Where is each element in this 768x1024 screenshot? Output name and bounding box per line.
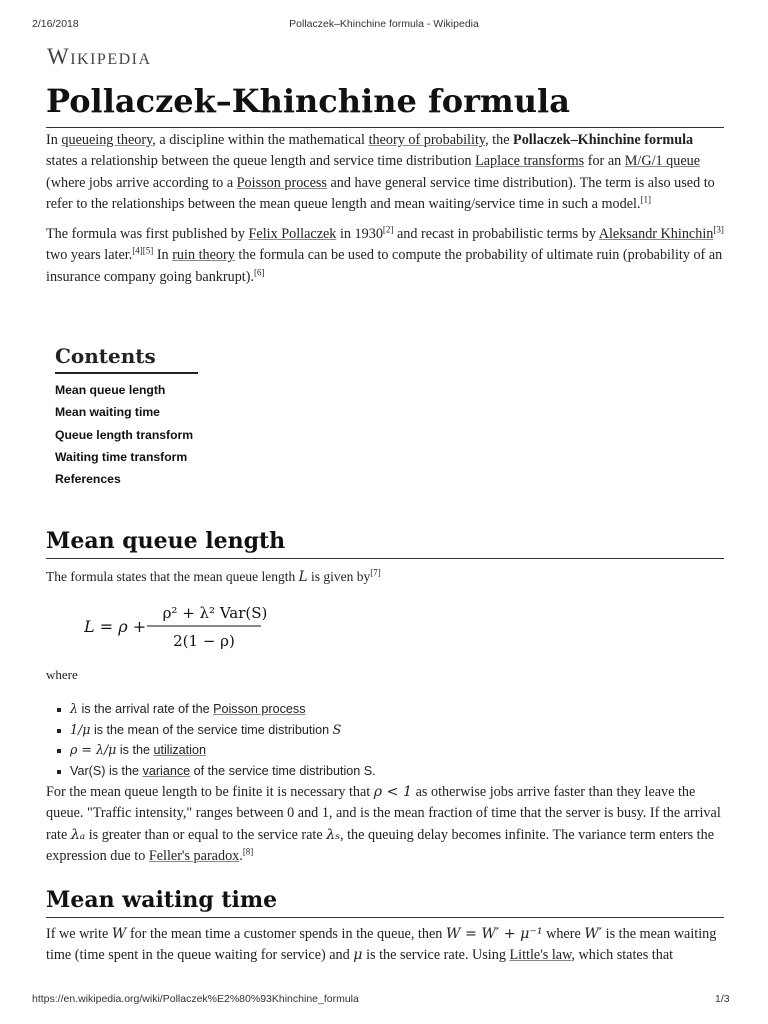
section-heading-mean-waiting-time: Mean waiting time bbox=[46, 884, 724, 918]
link-mg1-queue[interactable]: M/G/1 queue bbox=[624, 153, 701, 170]
print-page-title: Pollaczek–Khinchine formula - Wikipedia bbox=[289, 18, 479, 30]
ref-3[interactable]: [3] bbox=[713, 224, 724, 235]
where-label: where bbox=[46, 667, 78, 682]
math-var-l: L bbox=[298, 569, 308, 585]
print-date: 2/16/2018 bbox=[32, 18, 79, 30]
article-title: Pollaczek–Khinchine formula bbox=[46, 78, 724, 128]
history-paragraph: The formula was first published by Felix Pollaczek in 1930[2] and recast in probabilistic terms by Aleksandr Khinchin[3] two years later.[4][5] In ruin theory the formula can be used to compute the probability of ultimate ruin (probability of an insurance company going bankrupt).[6] bbox=[46, 224, 724, 285]
link-aleksandr-khinchin[interactable]: Aleksandr Khinchin bbox=[598, 226, 714, 242]
list-item: Var(S) is the variance of the service time distribution S. bbox=[46, 761, 376, 782]
ref-8[interactable]: [8] bbox=[242, 846, 254, 857]
link-ruin-theory[interactable]: ruin theory bbox=[172, 247, 235, 264]
mean-queue-lead: The formula states that the mean queue length L is given by[7] bbox=[46, 567, 381, 585]
link-utilization[interactable]: utilization bbox=[153, 743, 206, 758]
formula-denominator: 2(1 − ρ) bbox=[173, 632, 235, 650]
list-item: 1/μ is the mean of the service time distribution S bbox=[46, 720, 376, 741]
link-fellers-paradox[interactable]: Feller's paradox bbox=[148, 848, 240, 865]
section-heading-mean-queue-length: Mean queue length bbox=[46, 525, 724, 559]
link-theory-of-probability[interactable]: theory of probability bbox=[368, 132, 486, 148]
link-variance[interactable]: variance bbox=[142, 763, 191, 778]
contents-heading: Contents bbox=[55, 340, 198, 374]
ref-1[interactable]: [1] bbox=[640, 194, 651, 205]
link-laplace-transforms[interactable]: Laplace transforms bbox=[475, 153, 585, 170]
traffic-intensity-paragraph: For the mean queue length to be finite it is necessary that ρ < 1 as otherwise jobs arrive faster than they leave the queue. "Traffic intensity," ranges between 0 and 1, and is the mean fraction of time that the server is busy. If the arrival rate λₐ is greater than or equal to the service rate λₛ, the queuing delay becomes infinite. The variance term enters the expression due to Feller's paradox.[8] bbox=[46, 784, 721, 865]
ref-7[interactable]: [7] bbox=[370, 567, 381, 578]
variable-definitions-list bbox=[46, 699, 376, 781]
intro-paragraph: In queueing theory, a discipline within the mathematical theory of probability, the Pollaczek–Khinchine formula states a relationship between the queue length and service time distribution Laplace transforms for an M/G/1 queue (where jobs arrive according to a Poisson process and have general service time distribution). The term is also used to refer to the relationships between the mean queue length and mean waiting/service time in such a model.[1] bbox=[46, 132, 715, 213]
table-of-contents bbox=[55, 379, 193, 490]
toc-item-mean-waiting-time[interactable]: Mean waiting time bbox=[55, 405, 160, 420]
print-page-number: 1/3 bbox=[715, 993, 730, 1005]
pk-formula bbox=[84, 600, 284, 660]
list-item: ρ = λ/μ is the utilization bbox=[46, 740, 376, 761]
link-queueing-theory[interactable]: queueing theory bbox=[61, 132, 153, 148]
formula-numerator: ρ² + λ² Var(S) bbox=[162, 604, 268, 622]
ref-5[interactable]: [5] bbox=[142, 245, 154, 256]
toc-item-references[interactable]: References bbox=[55, 472, 121, 487]
ref-6[interactable]: [6] bbox=[254, 267, 265, 278]
formula-lhs: L = ρ + bbox=[84, 617, 147, 636]
print-url: https://en.wikipedia.org/wiki/Pollaczek%E2%80%93Khinchine_formula bbox=[32, 993, 359, 1005]
mean-waiting-paragraph: If we write W for the mean time a customer spends in the queue, then W = W′ + μ⁻¹ where W′ is the mean waiting time (time spent in the queue waiting for service) and μ is the service rate. Using Little's law, which states that bbox=[46, 926, 717, 964]
link-littles-law[interactable]: Little's law bbox=[509, 947, 572, 964]
bold-article-name: Pollaczek–Khinchine formula bbox=[513, 132, 694, 148]
toc-item-queue-length-transform[interactable]: Queue length transform bbox=[55, 427, 194, 442]
link-poisson-process-2[interactable]: Poisson process bbox=[213, 702, 306, 716]
toc-item-mean-queue-length[interactable]: Mean queue length bbox=[55, 383, 166, 397]
list-item: λ is the arrival rate of the Poisson process bbox=[46, 699, 376, 720]
link-poisson-process[interactable]: Poisson process bbox=[236, 174, 327, 191]
toc-item-waiting-time-transform[interactable]: Waiting time transform bbox=[55, 449, 188, 464]
wikipedia-logo[interactable]: Wikipedia bbox=[47, 44, 152, 69]
link-felix-pollaczek[interactable]: Felix Pollaczek bbox=[248, 226, 337, 242]
ref-4[interactable]: [4] bbox=[132, 245, 143, 256]
ref-2[interactable]: [2] bbox=[382, 224, 394, 235]
